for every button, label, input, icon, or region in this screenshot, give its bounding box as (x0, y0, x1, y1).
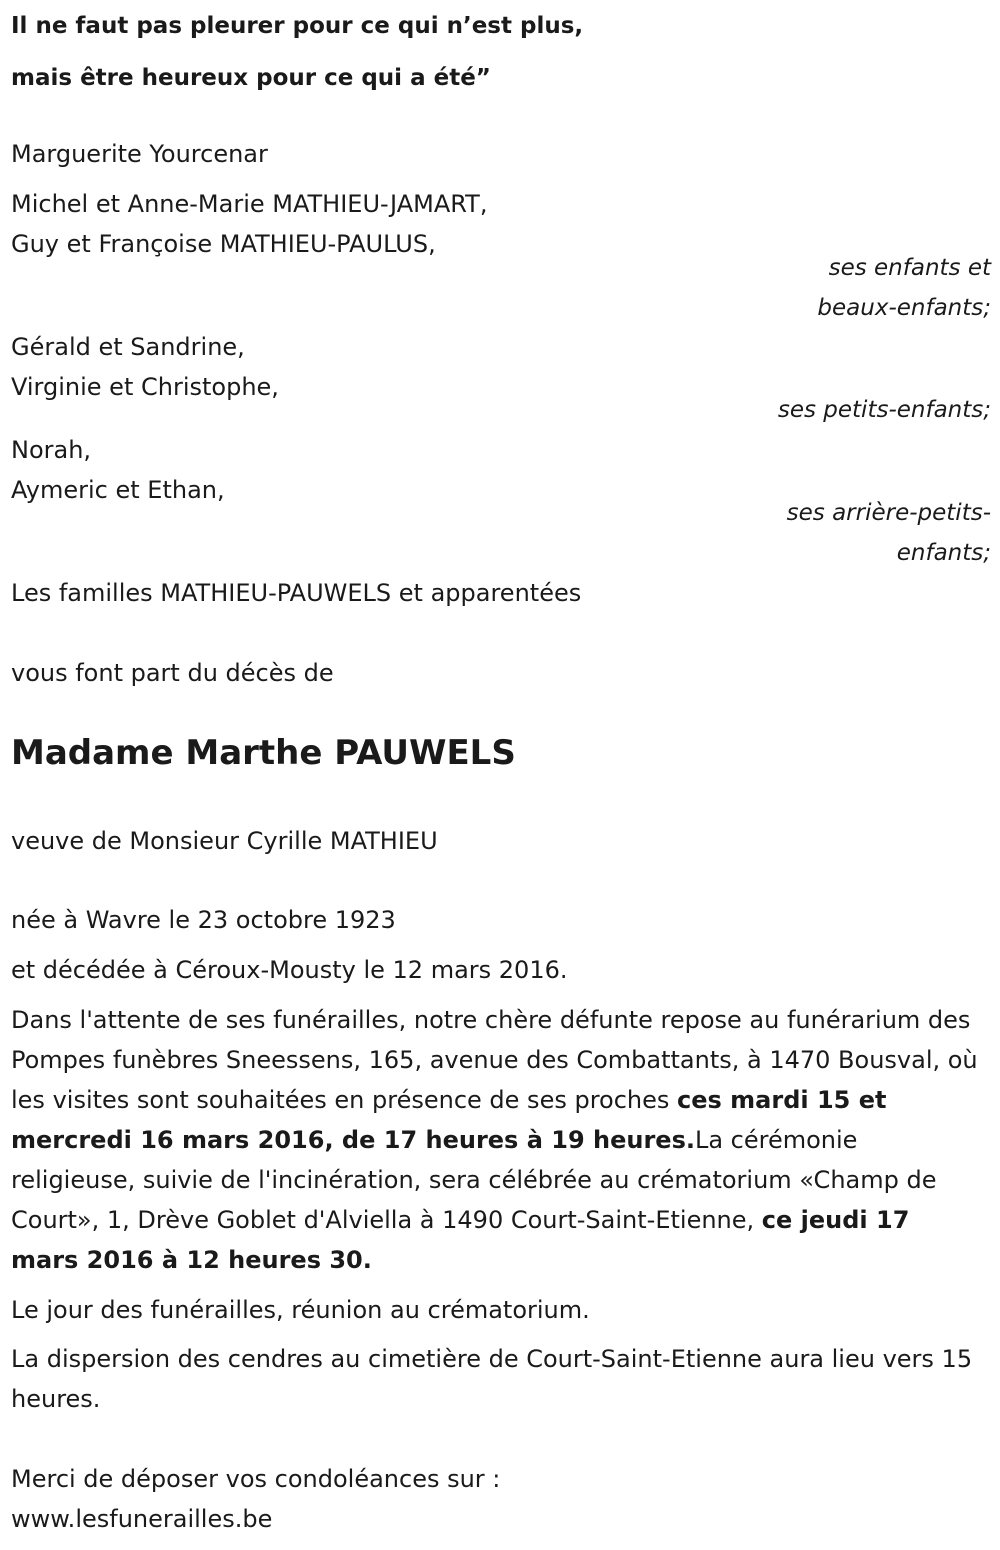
quote-line-1: Il ne faut pas pleurer pour ce qui n’est plus, (11, 13, 584, 39)
quote-author: Marguerite Yourcenar (11, 140, 268, 168)
quote-block (11, 0, 583, 104)
deceased-name: Madame Marthe PAUWELS (11, 733, 516, 773)
great-grandchildren-role-line-2: enfants; (896, 540, 991, 566)
grandchildren-line-1: Gérald et Sandrine, (11, 333, 245, 361)
announce-line: vous font part du décès de (11, 659, 334, 687)
grandchildren-role (11, 391, 991, 431)
quote-line-2: mais être heureux pour ce qui a été” (11, 65, 491, 91)
great-grandchildren-line-1: Norah, (11, 436, 92, 464)
funeral-text-1: Dans l'attente de ses funérailles, notre chère défunte repose au funérarium des Pompes funèbres Sneessens, 165, avenue des Combattants, à 1470 Bousval, où les visites sont souhaitées en présence de ses proches (11, 1006, 978, 1114)
great-grandchildren-role (11, 494, 991, 574)
grandchildren-role-line: ses petits-enfants; (777, 397, 991, 423)
widow-of-line: veuve de Monsieur Cyrille MATHIEU (11, 827, 438, 855)
grandchildren-line-2: Virginie et Christophe, (11, 373, 279, 401)
great-grandchildren-role-line-1: ses arrière-petits- (786, 500, 991, 526)
condolences-url[interactable]: www.lesfunerailles.be (11, 1505, 273, 1533)
funeral-visit-dates: ces mardi 15 et mercredi 16 mars 2016, de 17 heures à 19 heures. (11, 1086, 887, 1154)
funeral-ceremony-date: ce jeudi 17 mars 2016 à 12 heures 30. (11, 1206, 910, 1274)
children-line-2: Guy et Françoise MATHIEU-PAULUS, (11, 230, 436, 258)
condolences-line: Merci de déposer vos condoléances sur : (11, 1465, 501, 1493)
children-role (11, 249, 991, 329)
dispersion-paragraph: La dispersion des cendres au cimetière de Court-Saint-Etienne aura lieu vers 15 heures. (11, 1345, 973, 1413)
children-role-line-2: beaux-enfants; (817, 295, 991, 321)
funeral-paragraph (11, 1000, 981, 1280)
died-line: et décédée à Céroux-Mousty le 12 mars 2016. (11, 956, 568, 984)
meeting-line: Le jour des funérailles, réunion au crématorium. (11, 1296, 590, 1324)
children-role-line-1: ses enfants et (828, 255, 991, 281)
families-line: Les familles MATHIEU-PAUWELS et apparentées (11, 579, 582, 607)
great-grandchildren-line-2: Aymeric et Ethan, (11, 476, 225, 504)
children-line-1: Michel et Anne-Marie MATHIEU-JAMART, (11, 190, 488, 218)
born-line: née à Wavre le 23 octobre 1923 (11, 906, 396, 934)
funeral-text-2: La cérémonie religieuse, suivie de l'incinération, sera célébrée au crématorium «Champ de Court», 1, Drève Goblet d'Alviella à 1490 Court-Saint-Etienne, (11, 1126, 937, 1234)
